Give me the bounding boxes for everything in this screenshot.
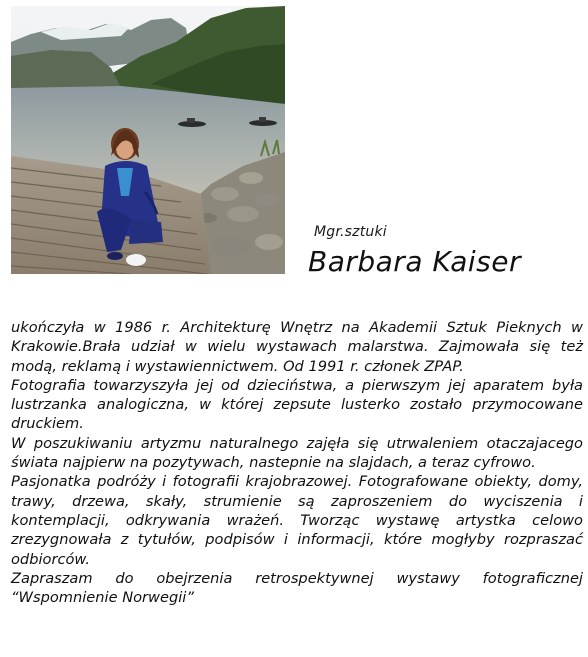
bio-paragraph: Zapraszam do obejrzenia retrospektywnej wystawy fotograficznej “Wspomnienie Norwegii”: [11, 569, 583, 607]
bio-paragraph: ukończyła w 1986 r. Architekturę Wnętrz na Akademii Sztuk Pieknych w Krakowie.Brała udział w wielu wystawach malarstwa. Zajmowała się też modą, reklamą i wystawiennictwem. Od 1991 r. członek ZPAP.: [11, 319, 583, 375]
bio-paragraph: Fotografia towarzyszyła jej od dzieciństwa, a pierwszym jej aparatem była lustrzanka analogiczna, w której zepsute lusterko zostało przymocowane druckiem.: [11, 376, 583, 433]
artist-photo: [11, 6, 285, 274]
academic-title: Mgr.sztuki: [314, 224, 387, 240]
artist-biography: [11, 318, 583, 607]
bio-paragraph: Pasjonatka podróży i fotografii krajobrazowej. Fotografowane obiekty, domy, trawy, drzewa, skały, strumienie są zaproszeniem do wyciszenia i kontemplacji, odkrywania wrażeń. Tworząc wystawę artystka celowo zrezygnowała z tytułów, podpisów i informacji, które mogłyby rozpraszać odbiorców.: [11, 473, 583, 568]
artist-name: Barbara Kaiser: [308, 245, 522, 278]
bio-paragraph: W poszukiwaniu artyzmu naturalnego zajęła się utrwaleniem otaczajacego świata najpierw na pozytywach, nastepnie na slajdach, a teraz cyfrowo.: [11, 434, 583, 472]
